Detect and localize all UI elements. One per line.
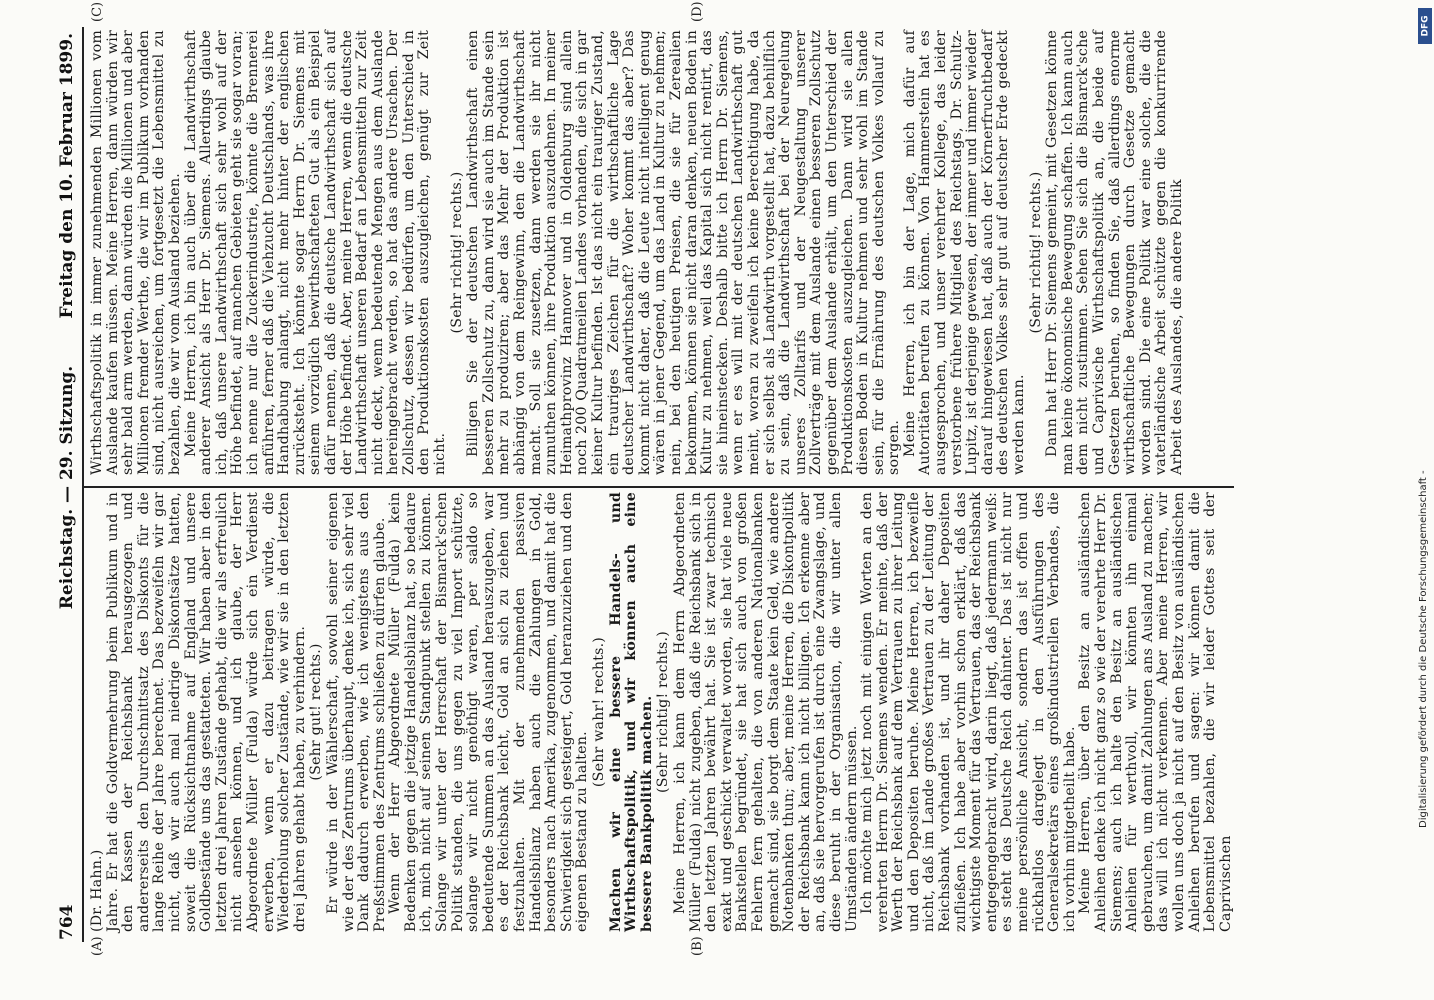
page-number: 764	[57, 904, 77, 940]
session-date: Freitag den 10. Februar 1899.	[57, 33, 77, 319]
session-title: Reichstag. — 29. Sitzung.	[57, 365, 77, 610]
right-column	[90, 30, 1186, 475]
interjection: (Sehr wahr! rechts.)	[591, 636, 607, 788]
page-header	[57, 25, 81, 950]
paragraph: Meine Herren, ich bin der Lage, mich dafür auf Autoritäten berufen zu können. Von Hammerstein hat es ausgesprochen, und unser verehrter Kollege, das leider verstorbene frühere Mitglied des Reichstags, Dr. Schultz-Lupitz, ist derjenige gewesen, der immer und immer wieder darauf hingewiesen hat, daß auch der Körnerfruchtbedarf des deutschen Volkes sehr gut auf deutscher Erde gedeckt werden kann.	[901, 30, 1028, 475]
margin-mark-d: (D)	[690, 1, 705, 22]
column-divider	[84, 486, 1234, 488]
paragraph: Dann hat Herr Dr. Siemens gemeint, mit Gesetzen könne man keine ökonomische Bewegung schaffen. Ich kann auch dem nicht zustimmen. Sehen Sie sich die Bismarck'sche und Caprivische Wirthschaftspolitik an, die beide auf Gesetzen beruhen, so finden Sie, daß allerdings enorme wirthschaftliche Bewegungen durch Gesetze gemacht worden sind. Die eine Politik war eine solche, die die vaterländische Arbeit schützte gegen die konkurrirende Arbeit des Auslandes, die andere Politik	[1044, 30, 1185, 475]
dfg-logo	[1418, 8, 1432, 44]
digitization-note	[1418, 8, 1434, 998]
paragraph: Jahre. Er hat die Goldvermehrung beim Publikum und in den Kassen der Reichsbank herausgezogen und andererseits den Durchschnittsatz des Diskonts für die lange Reihe der Jahre berechnet. Das bezweifeln wir gar nicht, daß wir auch mal niedrige Diskontsätze hatten, soweit die Rücksichtnahme auf England und unsere Goldbestände uns das gestatteten. Wir haben aber in den letzten drei Jahren Zustände gehabt, die wir als erfreulich nicht ansehen können, und ich glaube, der Herr Abgeordnete Müller (Fulda) würde sich ein Verdienst erwerben, wenn er dazu beitragen würde, die Wiederholung solcher Zustände, wie wir sie in den letzten drei Jahren gehabt haben, zu verhindern.	[104, 492, 308, 932]
speaker-label: (Dr. Hahn.)	[89, 849, 105, 932]
paragraph: Machen wir eine bessere Handels- und Wirthschaftspolitik, und wir können auch eine bessere Bankpolitik machen.	[607, 492, 655, 932]
interjection: (Sehr richtig! rechts.)	[655, 631, 672, 793]
paragraph: Meine Herren, über den Besitz an ausländischen Anleihen denke ich nicht ganz so wie der verehrte Herr Dr. Siemens; auch ich halte den Besitz an ausländischen Anleihen für werthvoll, wir könnten ihn einmal gebrauchen, um damit Zahlungen ans Ausland zu machen; das will ich nicht verkennen. Aber meine Herren, wir wollen uns doch ja nicht auf den Besitz von ausländischen Anleihen berufen und sagen: wir können damit die Lebensmittel bezahlen, die wir leider Gottes seit der Caprivischen	[1077, 492, 1234, 932]
paragraph: Ich möchte mich jetzt noch mit einigen Worten an den verehrten Herrn Dr. Siemens wenden. Er meinte, daß der Werth der Reichsbank auf dem Vertrauen zu ihrer Leitung und den Depositen beruhe. Meine Herren, ich bezweifle nicht, daß im Lande großes Vertrauen zu der Leitung der Reichsbank vorhanden ist, und ihr daher Depositen zufließen. Ich habe aber vorhin schon erklärt, daß das wichtigste Moment für das Vertrauen, das der Reichsbank entgegengebracht wird, darin liegt, daß jedermann weiß: es steht das Deutsche Reich dahinter. Das ist nicht nur meine persönliche Ansicht, sondern das ist offen und rückhaltlos dargelegt in den Ausführungen des Generalsekretärs eines großindustriellen Verbandes, die ich vorhin mitgetheilt habe.	[859, 492, 1078, 932]
digitization-text: Digitalisierung gefördert durch die Deutsche Forschungsgemeinschaft -	[1418, 470, 1429, 828]
header-rule	[82, 27, 84, 942]
left-column	[90, 492, 1234, 932]
paragraph: Er würde in der Wählerschaft, sowohl seiner eigenen wie der des Zentrums überhaupt, denke ich, sich sehr viel Dank dadurch erwerben, wie ich wenigstens aus den Preßstimmen des Zentrums schließen zu dürfen glaube.	[324, 492, 388, 932]
interjection: (Sehr gut! rechts.)	[308, 643, 325, 781]
paragraph: Wenn der Herr Abgeordnete Müller (Fulda) kein Bedenken gegen die jetzige Handelsbilanz hat, so bedaure ich, mich nicht auf seinen Standpunkt stellen zu können. Solange wir unter der Herrschaft der Bismarck'schen Politik standen, die uns gegen zu viel Import schützte, solange wir nicht genöthigt waren, per saldo so bedeutende Summen an das Ausland herauszugeben, war es der Reichsbank leicht, Gold an sich zu ziehen und festzuhalten. Mit der zunehmenden passiven Handelsbilanz haben auch die Zahlungen in Gold, besonders nach Amerika, zugenommen, und damit hat die Schwierigkeit sich gesteigert, Gold heranzuziehen und den eigenen Bestand zu halten.	[387, 492, 591, 932]
margin-mark-b: (B)	[690, 936, 705, 956]
margin-mark-c: (C)	[90, 1, 105, 22]
margin-mark-a: (A)	[90, 936, 105, 956]
paragraph: Meine Herren, ich bin auch über die Landwirthschaft anderer Ansicht als Herr Dr. Siemens. Allerdings glaube ich, daß unsere Landwirthschaft sich sehr wohl auf der Höhe befindet, auf manchen Gebieten geht sie sogar voran; ich nenne nur die Zuckerindustrie, könnte die Brennerei anführen, ferner daß die Viehzucht Deutschlands, was ihre Handhabung anlangt, nicht mehr hinter der englischen zurücksteht. Ich könnte sogar Herrn Dr. Siemens mit seinem vorzüglich bewirthschafteten Gut als ein Beispiel dafür nennen, daß die deutsche Landwirthschaft sich auf der Höhe befindet. Aber, meine Herren, wenn die deutsche Landwirthschaft unseren Bedarf an Lebensmitteln zur Zeit nicht deckt, wenn bedeutende Mengen aus dem Auslande hereingebracht werden, so hat das andere Ursachen. Der Zollschutz, dessen wir bedürfen, um den Unterschied in den Produktionskosten auszugleichen, genügt zur Zeit nicht.	[182, 30, 449, 475]
dfg-logo-text: DFG	[1420, 15, 1431, 37]
paragraph: Wirthschaftspolitik in immer zunehmenden Millionen vom Auslande kaufen müssen. Meine Herren, dann würden wir sehr bald arm werden, dann würden die Millionen und aber Millionen fremder Werthe, die wir im Publikum vorhanden sind, nicht ausreichen, um fortgesetzt die Lebensmittel zu bezahlen, die wir vom Ausland beziehen.	[89, 30, 183, 475]
paragraph: Billigen Sie der deutschen Landwirthschaft einen besseren Zollschutz zu, dann wird sie auch im Stande sein mehr zu produziren; aber das Mehr der Produktion ist abhängig von dem Reingewinn, den die Landwirthschaft macht. Soll sie zusetzen, dann werden sie ihr nicht zumuthen können, ihre Produktion auszudehnen. In meiner Heimathprovinz Hannover und in Oldenburg sind allein noch 200 Quadratmeilen Landes vorhanden, die sich in gar keiner Kultur befinden. Ist das nicht ein trauriger Zustand, ein trauriges Zeichen für die wirthschaftliche Lage deutscher Landwirthschaft? Woher kommt das aber? Das kommt nicht daher, daß die Leute nicht intelligent genug wären in jener Gegend, um das Land in Kultur zu nehmen; nein, bei den heutigen Preisen, die sie für Zerealien bekommen, können sie nicht daran denken, neuen Boden in Kultur zu nehmen, weil das Kapital sich nicht rentirt, das sie hineinstecken. Deshalb bitte ich Herrn Dr. Siemens, wenn er es will mit der deutschen Landwirthschaft gut meint, woran zu zweifeln ich keine Berechtigung habe, da er sich selbst als Landwirth vorgestellt hat, dazu behilflich zu sein, daß die Landwirthschaft bei der Neuregelung unseres Zolltarifs und der Neugestaltung unserer Zollverträge mit dem Auslande einen besseren Zollschutz gegenüber dem Auslande erhält, um den Unterschied der Produktionskosten auszugleichen. Dann wird sie allen diesen Boden in Kultur nehmen und sehr wohl im Stande sein, für die Ernährung des deutschen Volkes vollauf zu sorgen.	[465, 30, 903, 475]
interjection: (Sehr richtig! rechts.)	[1027, 171, 1044, 334]
paragraph: Meine Herren, ich kann dem Herrn Abgeordneten Müller (Fulda) nicht zugeben, daß die Reichsbank sich in den letzten Jahren bewährt hat. Sie ist zwar technisch exakt und geschickt verwaltet worden, sie hat viele neue Bankstellen begründet, sie hat sich auch von großen Fehlern fern gehalten, die von anderen Nationalbanken gemacht sind, sie borgt dem Staate kein Geld, wie andere Notenbanken thun; aber, meine Herren, die Diskontpolitik der Reichsbank kann ich nicht billigen. Ich erkenne aber an, daß sie hervorgerufen ist durch eine Zwangslage, und diese beruht in der Organisation, die wir unter allen Umständen ändern müssen.	[671, 492, 860, 932]
interjection: (Sehr richtig! rechts.)	[448, 171, 465, 334]
